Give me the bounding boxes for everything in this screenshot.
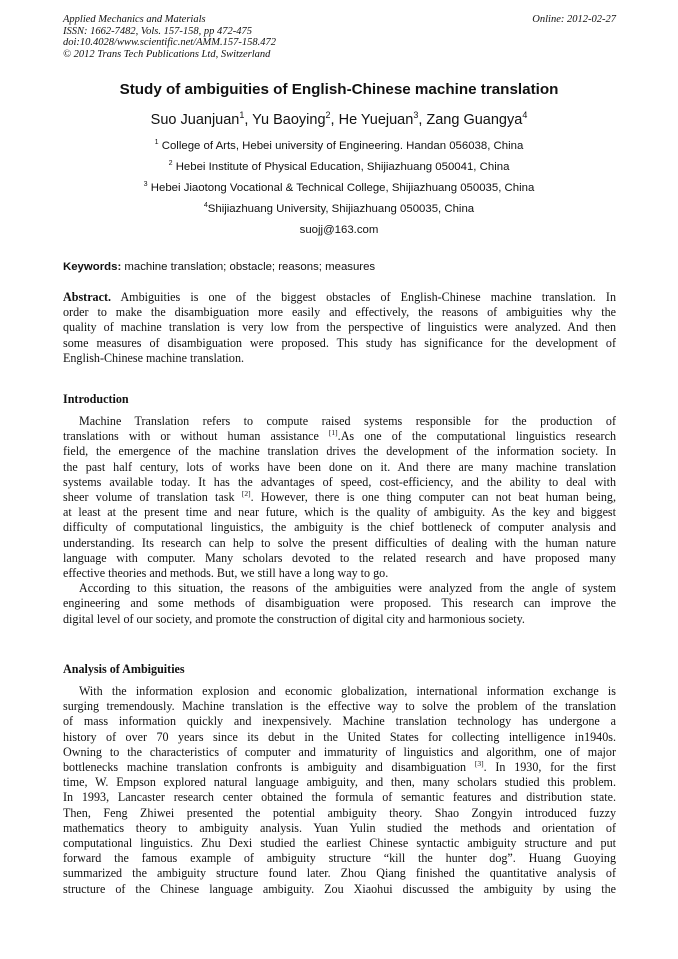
paragraph-line: Machine Translation refers to compute raised systems responsible for the production of [79, 414, 616, 428]
author-sup: 1 [239, 110, 245, 121]
affiliation-sup: 1 [154, 139, 159, 147]
paragraph-line: language with computer. Many scholars devoted to the related research and have proposed many [63, 550, 616, 565]
abstract-line: English-Chinese machine translation. [63, 350, 245, 365]
paragraph-line: time, W. Empson explored natural language ambiguity, and then, many scholars studied this problem. [63, 775, 616, 790]
abstract-text: Ambiguities is one of the biggest obstacles of English-Chinese machine translation. In [120, 290, 616, 304]
paragraph-line: Owning to the characteristics of computer and immaturity of linguistics and algorithm, one of major [63, 744, 616, 759]
abstract-line: quality of machine translation is very low from the perspective of linguistics were analyzed. And then [63, 320, 616, 335]
issn-line: ISSN: 1662-7482, Vols. 157-158, pp 472-475 [63, 25, 252, 37]
online-date: Online: 2012-02-27 [532, 14, 616, 25]
author-name: Yu Baoying [252, 112, 326, 128]
author-list: Suo Juanjuan$^1$, Yu Baoying$^2$, He Yuejuan$^3$, Zang Guangya$^4$ [150, 110, 528, 128]
affiliation-text: Hebei Jiaotong Vocational & Technical College, Shijiazhuang 050035, China [150, 182, 535, 194]
abstract-line [63, 290, 616, 305]
citation: [3] [474, 758, 484, 768]
affiliation [0, 136, 678, 157]
paragraph-line: engineering and some methods of disambiguation were proposed. This research can improve the [63, 596, 616, 611]
affiliation-sup: 3 [143, 181, 148, 189]
keywords-label: Keywords: [63, 261, 122, 273]
paragraph-line: at least at the present time and near future, which is the quality of ambiguity. As the key and biggest [63, 505, 616, 520]
paragraph-line: mathematics theory to ambiguity analysis. Yuan Yulin studied the methods and orientation of [63, 820, 616, 835]
abstract-line: order to make the disambiguation more easily and effectively, the reasons of ambiguities why the [63, 305, 616, 320]
paragraph-line [63, 760, 616, 775]
text-run: . In 1930, for the first [483, 760, 616, 775]
author-sup: 4 [522, 110, 528, 121]
text-run: sheer volume of translation task [63, 490, 242, 505]
paragraph-line: digital level of our society, and promote the construction of digital city and harmonious society. [63, 611, 525, 626]
paragraph-line: surging tremendously. Machine translation is the effective way to solve the problem of the translation [63, 699, 616, 714]
paragraph-line: of mass information quickly and inexpensively. Machine translation technology has undergone a [63, 714, 616, 729]
text-run: . However, there is one thing computer can not beat human being, [250, 490, 617, 505]
text-run: bottlenecks machine translation confronts is ambiguity and disambiguation [63, 760, 475, 775]
journal-name: Applied Mechanics and Materials [63, 14, 206, 25]
affiliation-text: Hebei Institute of Physical Education, Shijiazhuang 050041, China [175, 161, 510, 173]
paragraph-line: computational linguistics. Zhu Dexi studied the earliest Chinese syntactic ambiguity structure and put [63, 836, 616, 851]
paragraph-line: According to this situation, the reasons of the ambiguities were analyzed from the angle of system [79, 581, 616, 596]
author-email: suojj@163.com [299, 224, 379, 236]
paragraph-line: effective theories and methods. But, we still have a long way to go. [63, 566, 389, 581]
introduction-body [63, 414, 616, 627]
paper-title: Study of ambiguities of English-Chinese machine translation [119, 81, 559, 98]
paragraph-line: Then, Feng Zhiwei presented the potential ambiguity theory. Shao Zongyin introduced fuzzy [63, 805, 616, 820]
affiliation-sup: 2 [168, 160, 173, 168]
author-sup: 2 [325, 110, 331, 121]
doi-line: doi:10.4028/www.scientific.net/AMM.157-158.472 [63, 37, 276, 49]
paragraph-line: field, the emergence of the machine translation drives the development of the information society. In [63, 444, 616, 459]
paragraph-line: With the information explosion and economic globalization, international information exchange is [79, 684, 616, 698]
text-run: translations with or without human assistance [63, 429, 329, 444]
section-heading-analysis: Analysis of Ambiguities [63, 662, 185, 676]
paragraph-line: difficulty of computational linguistics, the ambiguity is the chief bottleneck of computer analysis and [63, 520, 616, 535]
affiliation-sup: 4 [203, 202, 208, 210]
paragraph-line: systems available today. It has the advantages of speed, cost-efficiency, and the ability to deal with [63, 474, 616, 489]
paragraph-line: summarized the ambiguity structure found later. Zhou Qiang finished the quantitative analysis of [63, 866, 616, 881]
paragraph-line: structure of the Chinese language ambiguity. Zou Xiaohui discussed the ambiguity by using the [63, 881, 616, 896]
citation: [2] [241, 488, 251, 498]
journal-header [63, 14, 616, 60]
citation: [1] [328, 428, 338, 438]
author-name: Suo Juanjuan [150, 112, 240, 128]
abstract-label: Abstract. [63, 290, 112, 304]
affiliation-text: Shijiazhuang University, Shijiazhuang 050035, China [207, 203, 475, 215]
paragraph-line [63, 429, 616, 444]
author-name: Zang Guangya [426, 112, 523, 128]
paragraph-line [63, 490, 616, 505]
paragraph-line: understanding. Its research can help to solve the present difficulties of dealing with the human nature [63, 535, 616, 550]
paragraph-line: the past half century, lots of works have been done on it. And there are many machine translation [63, 459, 616, 474]
paragraph-line: history of over 70 years since its debut in the United States for collecting intelligence in1940s. [63, 729, 616, 744]
keywords [63, 261, 616, 273]
abstract-line: some measures of disambiguation were proposed. This study has significance for the development of [63, 335, 616, 350]
affiliation [0, 157, 678, 178]
affiliation-text: College of Arts, Hebei university of Engineering. Handan 056038, China [161, 140, 524, 152]
section-heading-introduction: Introduction [63, 392, 129, 406]
affiliation [0, 178, 678, 199]
copyright-line: © 2012 Trans Tech Publications Ltd, Switzerland [63, 48, 271, 60]
paragraph-line: In 1993, Lancaster research center obtained the formula of semantic features and distribution state. [63, 790, 616, 805]
abstract [63, 290, 616, 366]
author-name: He Yuejuan [338, 112, 414, 128]
author-sup: 3 [413, 110, 419, 121]
text-run: .As one of the computational linguistics research [337, 429, 616, 444]
analysis-body [63, 684, 616, 897]
keywords-text: machine translation; obstacle; reasons; measures [124, 261, 376, 273]
paragraph-line: forward the famous example of ambiguity structure “kill the hunter dog”. Huang Guoying [63, 851, 616, 866]
affiliation-list [0, 136, 678, 220]
affiliation [0, 199, 678, 220]
